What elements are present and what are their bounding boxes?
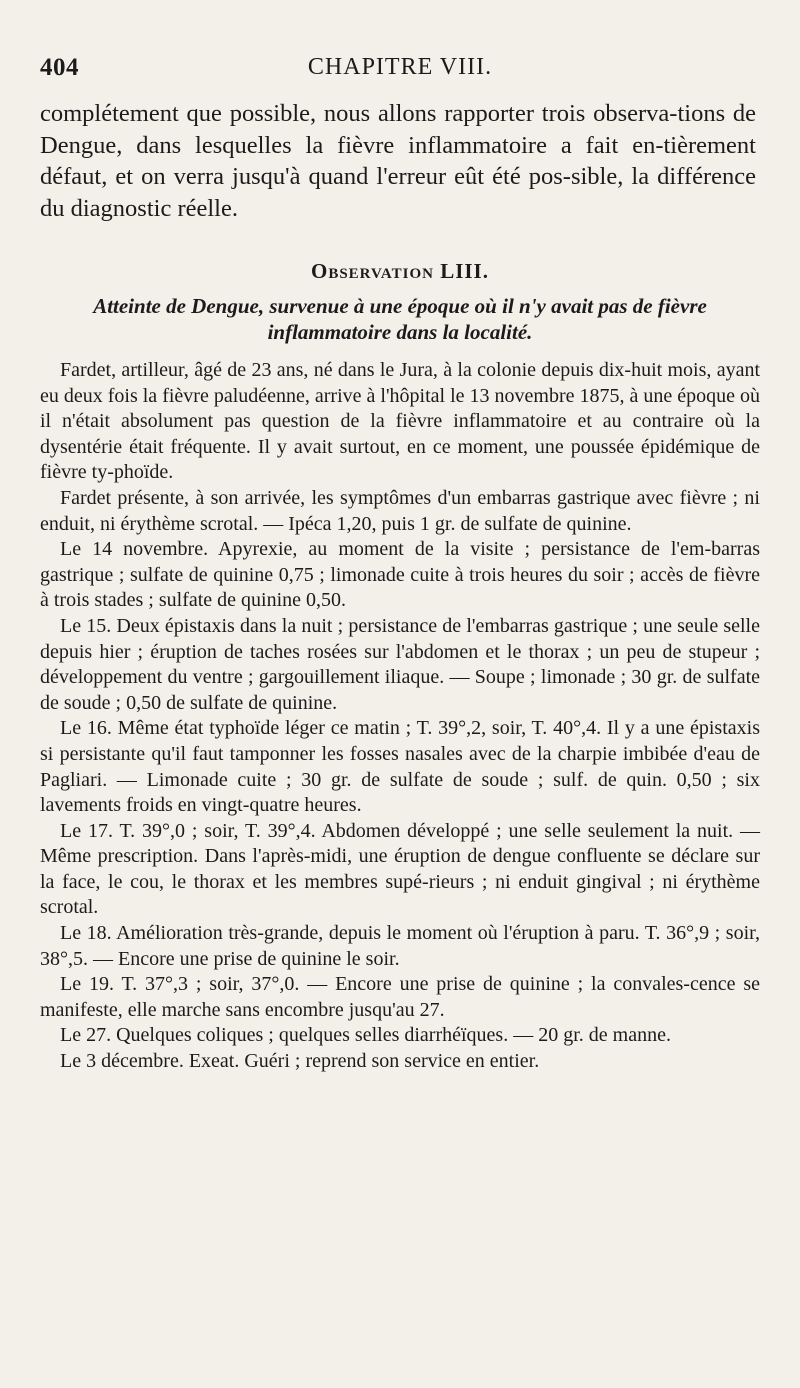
paragraph: Le 16. Même état typhoïde léger ce matin ; T. 39°,2, soir, T. 40°,4. Il y a une épistaxis si persistante qu'il faut tamponner les fosses nasales avec de la charpie imbibée d'eau de Pagliari. — Limonade cuite ; 30 gr. de sulfate de soude ; sulf. de quin. 0,50 ; six lavements froids en vingt-quatre heures. (40, 717, 760, 817)
observation-body (40, 358, 760, 1075)
paragraph: Le 15. Deux épistaxis dans la nuit ; persistance de l'embarras gastrique ; une seule selle depuis hier ; éruption de taches rosées sur l'abdomen et le thorax ; un peu de stupeur ; développement du ventre ; gargouillement iliaque. — Soupe ; limonade ; 30 gr. de sulfate de soude ; 0,50 de sulfate de quinine. (40, 614, 760, 714)
page-number: 404 (40, 54, 79, 81)
paragraph: Le 18. Amélioration très-grande, depuis le moment où l'éruption à paru. T. 36°,9 ; soir, 38°,5. — Encore une prise de quinine le soir. (40, 922, 760, 970)
intro-paragraph: complétement que possible, nous allons rapporter trois observa-tions de Dengue, dans lesquelles la fièvre inflammatoire a fait en-tièrement défaut, et on verra jusqu'à quand l'erreur eût été pos-sible, la différence du diagnostic réelle. (40, 100, 756, 222)
page-header (40, 54, 760, 88)
paragraph: Le 14 novembre. Apyrexie, au moment de la visite ; persistance de l'em-barras gastrique ; sulfate de quinine 0,75 ; limonade cuite à trois heures du soir ; accès de fièvre à trois stades ; sulfate de quinine 0,50. (40, 538, 760, 612)
paragraph: Le 17. T. 39°,0 ; soir, T. 39°,4. Abdomen développé ; une selle seulement la nuit. — Même prescription. Dans l'après-midi, une éruption de dengue confluente se déclare sur la face, le cou, le thorax et les membres supé-rieurs ; ni enduit gingival ; ni érythème scrotal. (40, 819, 760, 919)
paragraph: Le 27. Quelques coliques ; quelques selles diarrhéïques. — 20 gr. de manne. (60, 1024, 671, 1047)
paragraph: Le 19. T. 37°,3 ; soir, 37°,0. — Encore une prise de quinine ; la convales-cence se manifeste, elle marche sans encombre jusqu'au 27. (40, 973, 760, 1021)
observation-subtitle: Atteinte de Dengue, survenue à une époque où il n'y avait pas de fièvre inflammatoire dans la localité. (93, 294, 707, 344)
running-head: CHAPITRE VIII. (307, 54, 493, 80)
paragraph: Fardet présente, à son arrivée, les symptômes d'un embarras gastrique avec fièvre ; ni enduit, ni érythème scrotal. — Ipéca 1,20, puis 1 gr. de sulfate de quinine. (40, 486, 760, 535)
paragraph: Le 3 décembre. Exeat. Guéri ; reprend son service en entier. (60, 1050, 540, 1073)
observation-title: Observation LIII. (311, 259, 489, 283)
paragraph: Fardet, artilleur, âgé de 23 ans, né dans le Jura, à la colonie depuis dix-huit mois, ayant eu deux fois la fièvre paludéenne, arrive à l'hôpital le 13 novembre 1875, à une époque où il n'était absolument pas question de la fièvre inflammatoire et au contraire où la dysentérie était fréquente. Il y avait surtout, en ce moment, une poussée épidémique de fièvre ty-phoïde. (40, 359, 761, 484)
